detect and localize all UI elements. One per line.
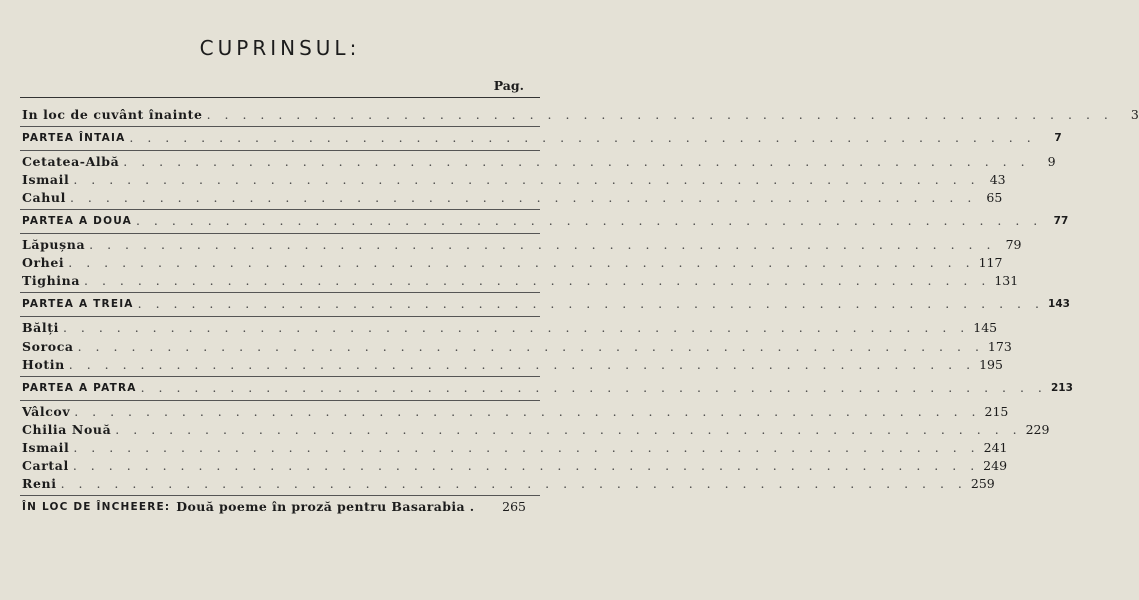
final-subtitle: Două poeme în proză pentru Basarabia . bbox=[176, 499, 475, 514]
dot-leader: . . . . . . . . . . . . . . . . . . . . . . . . . . . . . . . . . . . . . . . . . . . . . . . . . . . bbox=[68, 255, 975, 270]
dot-leader: . . . . . . . . . . . . . . . . . . . . . . . . . . . . . . . . . . . . . . . . . . . . . . . . . . . bbox=[123, 154, 1030, 169]
dot-leader: . . . . . . . . . . . . . . . . . . . . . . . . . . . . . . . . . . . . . . . . . . . . . . . . . . . bbox=[135, 213, 1043, 228]
toc-part-4 bbox=[22, 379, 1073, 397]
dot-leader: . . . . . . . . . . . . . . . . . . . . . . . . . . . . . . . . . . . . . . . . . . . . . . . . . . . bbox=[115, 422, 1022, 437]
toc-entry bbox=[22, 356, 1003, 374]
section-divider bbox=[20, 126, 540, 127]
section-divider bbox=[20, 495, 540, 496]
toc-entry bbox=[22, 236, 1022, 254]
entry-title: In loc de cuvânt înainte bbox=[22, 107, 203, 122]
toc-final-entry bbox=[22, 498, 526, 516]
toc-entry bbox=[22, 338, 1012, 356]
part-title: PARTEA A TREIA bbox=[22, 298, 134, 310]
entry-page-number: 195 bbox=[979, 357, 1003, 372]
entry-page-number: 265 bbox=[502, 499, 526, 514]
entry-title: Orhei bbox=[22, 255, 65, 270]
entry-page-number: 43 bbox=[989, 172, 1006, 187]
entry-title: Bălți bbox=[22, 320, 59, 335]
dot-leader: . . . . . . . . . . . . . . . . . . . . . . . . . . . . . . . . . . . . . . . . . . . . . . . . . . . bbox=[60, 476, 967, 491]
entry-title: Ismail bbox=[22, 172, 70, 187]
entry-page-number: 215 bbox=[984, 404, 1009, 419]
section-divider bbox=[20, 292, 540, 293]
dot-leader: . . . . . . . . . . . . . . . . . . . . . . . . . . . . . . . . . . . . . . . . . . . . . . . . . . . bbox=[69, 190, 977, 205]
entry-page-number: 259 bbox=[970, 476, 995, 491]
part-page-number: 143 bbox=[1048, 298, 1070, 310]
entry-title: Cahul bbox=[22, 190, 66, 205]
dot-leader: . . . . . . . . . . . . . . . . . . . . . . . . . . . . . . . . . . . . . . . . . . . . . . . . . . . bbox=[84, 273, 991, 288]
page-column-header: Pag. bbox=[493, 78, 524, 93]
entry-page-number: 173 bbox=[987, 339, 1012, 354]
toc-entry bbox=[22, 475, 995, 493]
dot-leader: . . . . . . . . . . . . . . . . . . . . . . . . . . . . . . . . . . . . . . . . . . . . . . . . . . . bbox=[73, 440, 980, 455]
entry-page-number: 131 bbox=[994, 273, 1019, 288]
final-title: ÎN LOC DE ÎNCHEERE bbox=[22, 501, 165, 513]
entry-title: Reni bbox=[22, 476, 57, 491]
part-title: PARTEA A PATRA bbox=[22, 382, 137, 394]
entry-title: Tighina bbox=[22, 273, 81, 288]
toc-entry bbox=[22, 403, 1009, 421]
dot-leader: . . . . . . . . . . . . . . . . . . . . . . . . . . . . . . . . . . . . . . . . . . . . . . . . . . . bbox=[206, 107, 1113, 122]
part-title: PARTEA A DOUA bbox=[22, 215, 132, 227]
entry-page-number: 9 bbox=[1047, 154, 1056, 169]
dot-leader: . . . . . . . . . . . . . . . . . . . . . . . . . . . . . . . . . . . . . . . . . . . . . . . . . . . bbox=[77, 339, 984, 354]
toc-entry bbox=[22, 171, 1006, 189]
entry-page-number: 145 bbox=[973, 320, 998, 335]
dot-leader: . . . . . . . . . . . . . . . . . . . . . . . . . . . . . . . . . . . . . . . . . . . . . . . . . . . bbox=[129, 130, 1036, 145]
toc-entry bbox=[22, 189, 1003, 207]
entry-page-number: 65 bbox=[986, 190, 1003, 205]
dot-leader: . . . . . . . . . . . . . . . . . . . . . . . . . . . . . . . . . . . . . . . . . . . . . . . . . . . bbox=[137, 296, 1044, 311]
entry-title: Cartal bbox=[22, 458, 69, 473]
entry-title: Hotin bbox=[22, 357, 65, 372]
dot-leader: . . . . . . . . . . . . . . . . . . . . . . . . . . . . . . . . . . . . . . . . . . . . . . . . . . . bbox=[89, 237, 996, 252]
dot-leader: . . . . . . . . . . . . . . . . . . . . . . . . . . . . . . . . . . . . . . . . . . . . . . . . . . . bbox=[74, 404, 981, 419]
entry-title: Chilia Nouă bbox=[22, 422, 112, 437]
section-divider bbox=[20, 400, 540, 401]
part-page-number: 213 bbox=[1050, 382, 1073, 394]
toc-entry-intro bbox=[22, 106, 1139, 124]
part-title: PARTEA ÎNTAIA bbox=[22, 132, 126, 144]
toc-part-3 bbox=[22, 295, 1070, 313]
entry-title: Lăpușna bbox=[22, 237, 86, 252]
dot-leader: . . . . . . . . . . . . . . . . . . . . . . . . . . . . . . . . . . . . . . . . . . . . . . . . . . . bbox=[72, 458, 980, 473]
entry-page-number: 249 bbox=[983, 458, 1008, 473]
part-page-number: 7 bbox=[1054, 132, 1062, 144]
entry-page-number: 229 bbox=[1025, 422, 1050, 437]
toc-entry bbox=[22, 153, 1056, 171]
dot-leader: . . . . . . . . . . . . . . . . . . . . . . . . . . . . . . . . . . . . . . . . . . . . . . . . . . . bbox=[140, 380, 1047, 395]
entry-page-number: 117 bbox=[978, 255, 1003, 270]
dot-leader: . . . . . . . . . . . . . . . . . . . . . . . . . . . . . . . . . . . . . . . . . . . . . . . . . . . bbox=[73, 172, 980, 187]
toc-entry bbox=[22, 319, 998, 337]
toc-part-1 bbox=[22, 129, 1062, 147]
page-title: CUPRINSUL: bbox=[199, 36, 361, 60]
dot-leader: . . . . . . . . . . . . . . . . . . . . . . . . . . . . . . . . . . . . . . . . . . . . . . . . . . . bbox=[68, 357, 976, 372]
final-colon: : bbox=[164, 501, 171, 513]
toc-part-2 bbox=[22, 212, 1069, 230]
section-divider bbox=[20, 150, 540, 151]
section-divider bbox=[20, 209, 540, 210]
toc-entry bbox=[22, 439, 1008, 457]
entry-page-number: 79 bbox=[1005, 237, 1022, 252]
entry-title: Cetatea-Albă bbox=[22, 154, 120, 169]
entry-title: Soroca bbox=[22, 339, 74, 354]
section-divider bbox=[20, 376, 540, 377]
section-divider bbox=[20, 316, 540, 317]
toc-entry bbox=[22, 272, 1019, 290]
dot-leader: . . . . . . . . . . . . . . . . . . . . . . . . . . . . . . . . . . . . . . . . . . . . . . . . . . . bbox=[62, 320, 970, 335]
entry-title: Ismail bbox=[22, 440, 70, 455]
entry-page-number: 241 bbox=[983, 440, 1008, 455]
toc-entry bbox=[22, 254, 1003, 272]
entry-page-number: 3 bbox=[1130, 107, 1139, 122]
entry-title: Vâlcov bbox=[22, 404, 71, 419]
toc-entry bbox=[22, 457, 1008, 475]
section-divider bbox=[20, 233, 540, 234]
toc-entry bbox=[22, 421, 1050, 439]
part-page-number: 77 bbox=[1053, 215, 1069, 227]
